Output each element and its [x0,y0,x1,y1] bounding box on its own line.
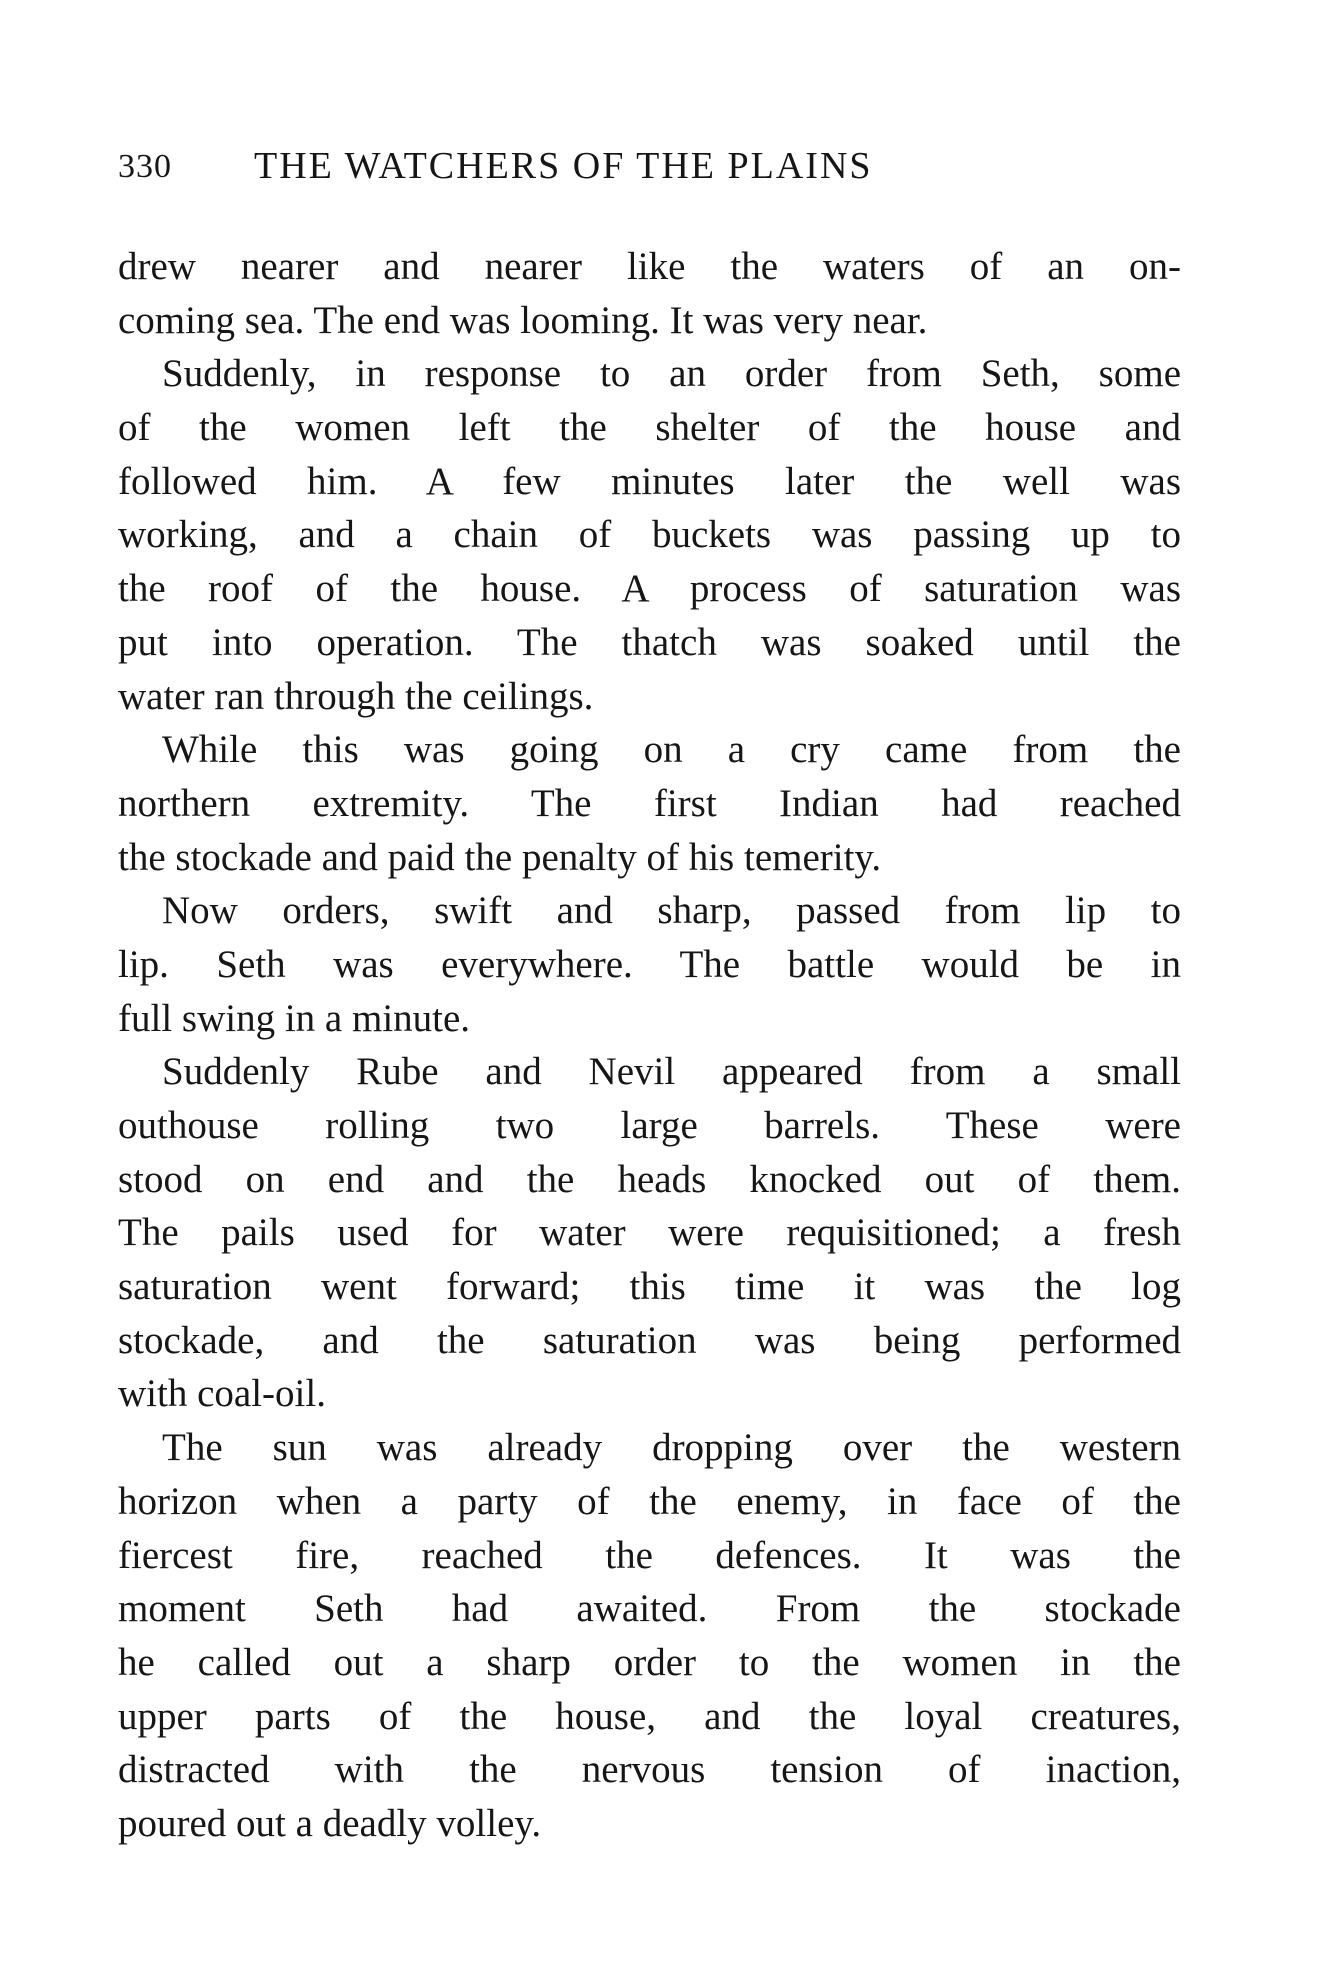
text-line: followed him. A few minutes later the well was [118,459,1181,503]
text-line: saturation went forward; this time it was the log [118,1265,1181,1309]
paragraph [118,723,1181,884]
text-line: put into operation. The thatch was soaked until the [118,620,1181,664]
text-line: stood on end and the heads knocked out of them. [118,1157,1181,1201]
text-line: While this was going on a cry came from the [162,728,1181,772]
body-text [118,240,1181,1851]
text-line: he called out a sharp order to the women in the [118,1640,1181,1684]
text-line: outhouse rolling two large barrels. These were [118,1104,1181,1147]
text-line: of the women left the shelter of the house and [118,406,1181,450]
text-line: Suddenly Rube and Nevil appeared from a small [162,1050,1181,1094]
text-line: full swing in a minute. [118,996,471,1040]
text-line: horizon when a party of the enemy, in face of the [118,1479,1181,1523]
text-line: drew nearer and nearer like the waters of an on- [118,245,1181,288]
text-line: northern extremity. The first Indian had reached [118,781,1181,825]
text-line: water ran through the ceilings. [118,674,594,718]
text-line: Suddenly, in response to an order from Seth, some [162,352,1181,396]
text-line: lip. Seth was everywhere. The battle would be in [118,942,1181,986]
text-line: coming sea. The end was looming. It was very near. [118,298,928,342]
running-title: THE WATCHERS OF THE PLAINS [254,145,873,187]
paragraph [118,240,1181,347]
text-line: stockade, and the saturation was being performed [118,1318,1181,1362]
text-line: the roof of the house. A process of saturation was [118,567,1181,611]
text-line: with coal-oil. [118,1372,326,1416]
text-line: distracted with the nervous tension of inaction, [118,1748,1181,1792]
text-line: upper parts of the house, and the loyal creatures, [118,1694,1181,1738]
running-head [118,140,1181,200]
text-line: Now orders, swift and sharp, passed from lip to [162,889,1181,933]
page-number: 330 [118,148,172,185]
paragraph [118,1421,1181,1851]
text-line: fiercest fire, reached the defences. It was the [118,1533,1181,1577]
text-line: moment Seth had awaited. From the stockade [118,1587,1181,1631]
text-line: The sun was already dropping over the western [162,1426,1181,1470]
paragraph [118,1045,1181,1421]
text-line: working, and a chain of buckets was passing up to [118,513,1181,557]
text-line: The pails used for water were requisitioned; a fresh [118,1211,1181,1255]
text-line: poured out a deadly volley. [118,1801,542,1845]
paragraph [118,347,1181,723]
book-page [118,140,1181,1851]
paragraph [118,884,1181,1045]
text-line: the stockade and paid the penalty of his temerity. [118,835,882,879]
